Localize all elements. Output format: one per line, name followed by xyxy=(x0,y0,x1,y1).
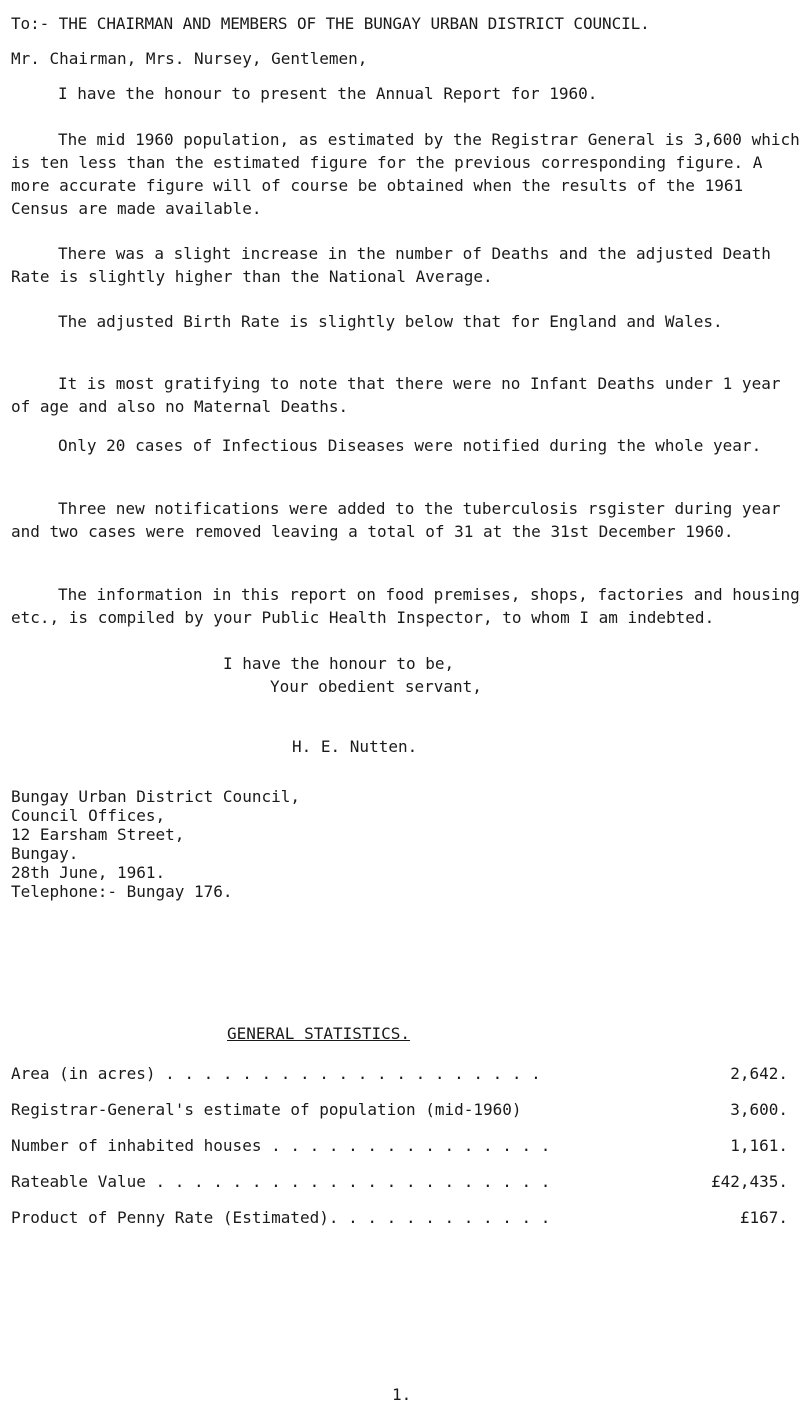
stat-row-rateable-value xyxy=(11,1170,788,1206)
paragraph-infectious-diseases: Only 20 cases of Infectious Diseases were notified during the whole year. xyxy=(58,436,762,455)
paragraph-infant-deaths: It is most gratifying to note that there were no Infant Deaths under 1 year of age and also no Maternal Deaths. xyxy=(11,374,781,416)
paragraph-tuberculosis: Three new notifications were added to the tuberculosis rsgister during year and two cases were removed leaving a total of 31 at the 31st December 1960. xyxy=(11,499,781,541)
address-line: Council Offices, xyxy=(11,806,166,825)
stat-value: 3,600. xyxy=(730,1100,788,1119)
stat-label: Rateable Value . . . . . . . . . . . . . . . . . . . . . xyxy=(11,1172,551,1191)
stat-label: Registrar-General's estimate of population (mid-1960) xyxy=(11,1100,522,1119)
stat-label: Number of inhabited houses . . . . . . . . . . . . . . . xyxy=(11,1136,551,1155)
statistics-list xyxy=(11,1062,788,1242)
paragraph-population: The mid 1960 population, as estimated by the Registrar General is 3,600 which is ten less than the estimated figure for the previous corresponding figure. A more accurate figure will of course be obtained when the results of the 1961 Census are made available. xyxy=(11,130,800,218)
address-telephone: Telephone:- Bungay 176. xyxy=(11,882,233,901)
stat-value: 2,642. xyxy=(730,1064,788,1083)
stat-row-penny-rate xyxy=(11,1206,788,1242)
paragraph-birth-rate: The adjusted Birth Rate is slightly below that for England and Wales. xyxy=(58,312,723,331)
address-date: 28th June, 1961. xyxy=(11,863,166,882)
addressee-line: To:- THE CHAIRMAN AND MEMBERS OF THE BUNGAY URBAN DISTRICT COUNCIL. xyxy=(11,14,650,33)
stat-label: Product of Penny Rate (Estimated). . . . . . . . . . . . xyxy=(11,1208,551,1227)
address-line: Bungay. xyxy=(11,844,79,863)
address-line: Bungay Urban District Council, xyxy=(11,787,300,806)
sender-address xyxy=(11,787,300,901)
closing-block xyxy=(223,652,482,698)
stat-value: 1,161. xyxy=(730,1136,788,1155)
stat-row-houses xyxy=(11,1134,788,1170)
salutation: Mr. Chairman, Mrs. Nursey, Gentlemen, xyxy=(11,49,368,68)
paragraph-information: The information in this report on food premises, shops, factories and housing etc., is compiled by your Public Health Inspector, to whom I am indebted. xyxy=(11,585,800,627)
page-number: 1. xyxy=(392,1385,412,1404)
stat-label: Area (in acres) . . . . . . . . . . . . . . . . . . . . xyxy=(11,1064,541,1083)
paragraph-deaths: There was a slight increase in the number of Deaths and the adjusted Death Rate is slightly higher than the National Average. xyxy=(11,244,771,286)
section-title-general-statistics: GENERAL STATISTICS. xyxy=(227,1024,411,1043)
closing-line: I have the honour to be, xyxy=(223,654,455,673)
closing-line: Your obedient servant, xyxy=(270,677,482,696)
signature: H. E. Nutten. xyxy=(292,737,418,756)
stat-row-population xyxy=(11,1098,788,1134)
address-line: 12 Earsham Street, xyxy=(11,825,185,844)
stat-value: £167. xyxy=(739,1208,788,1227)
stat-row-area xyxy=(11,1062,788,1098)
paragraph-annual-report: I have the honour to present the Annual Report for 1960. xyxy=(58,84,598,103)
stat-value: £42,435. xyxy=(710,1172,788,1191)
